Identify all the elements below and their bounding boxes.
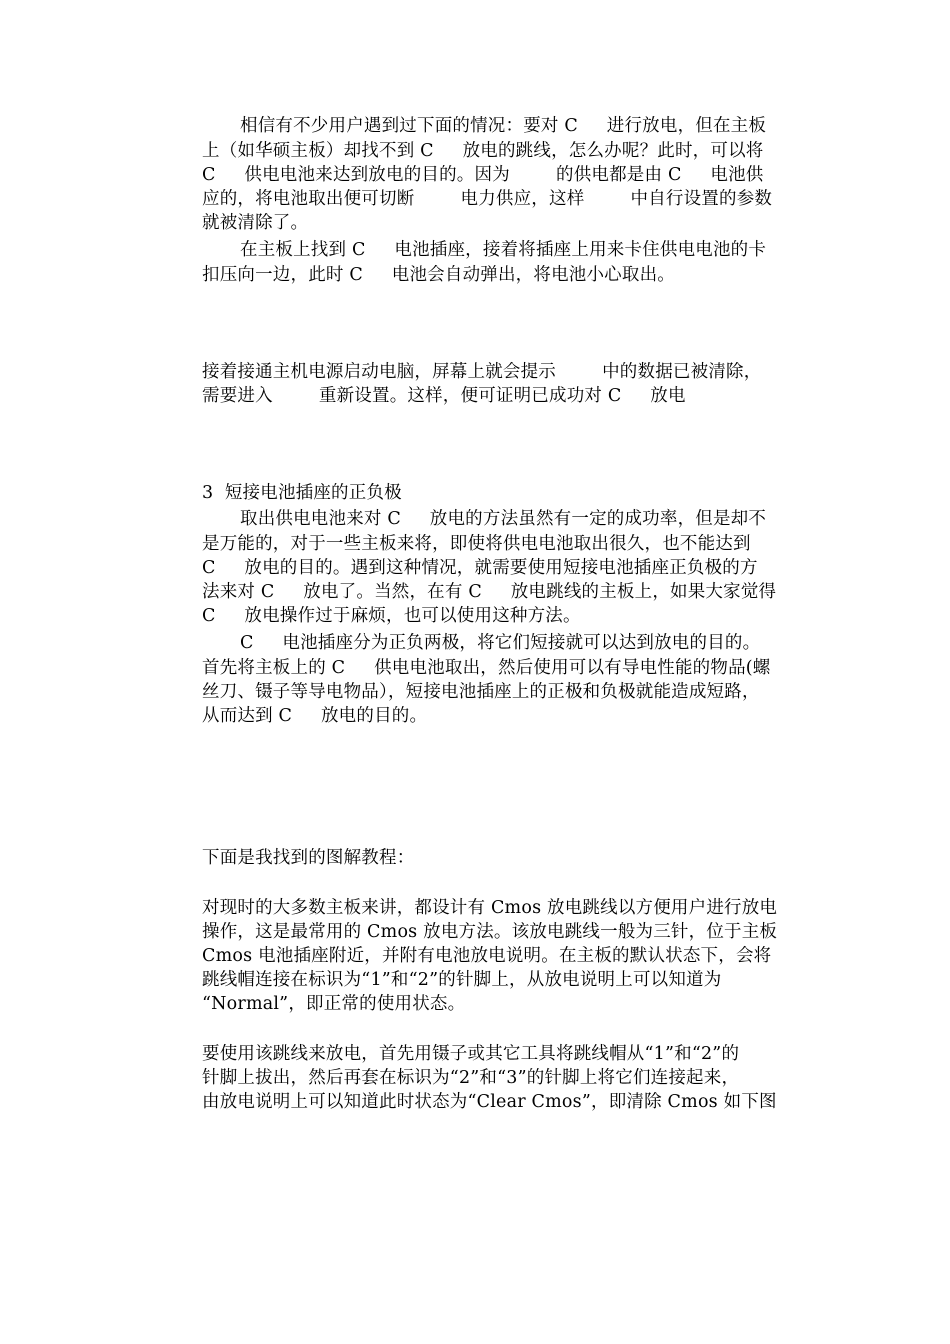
paragraph-7-line-3: 由放电说明上可以知道此时状态为“Clear Cmos”，即清除 Cmos 如下图 — [202, 1092, 777, 1112]
paragraph-6-line-5: “Normal”，即正常的使用状态。 — [202, 994, 466, 1014]
paragraph-4-line-4: 法来对 C 放电了。当然，在有 C 放电跳线的主板上，如果大家觉得 — [202, 582, 777, 602]
paragraph-1-line-3: C 供电电池来达到放电的目的。因为 的供电都是由 C 电池供 — [202, 165, 764, 185]
paragraph-2-line-1: 在主板上找到 C 电池插座，接着将插座上用来卡住供电电池的卡 — [240, 240, 767, 260]
paragraph-3-line-1: 接着接通主机电源启动电脑，屏幕上就会提示 中的数据已被清除， — [202, 362, 762, 382]
paragraph-7-line-1: 要使用该跳线来放电，首先用镊子或其它工具将跳线帽从“1”和“2”的 — [202, 1044, 740, 1064]
paragraph-4-line-5: C 放电操作过于麻烦，也可以使用这种方法。 — [202, 606, 581, 626]
paragraph-5-line-2: 首先将主板上的 C 供电电池取出，然后使用可以有导电性能的物品(螺 — [202, 658, 771, 678]
paragraph-1-line-4: 应的，将电池取出便可切断 电力供应，这样 中自行设置的参数 — [202, 189, 773, 209]
paragraph-6-line-3: Cmos 电池插座附近，并附有电池放电说明。在主板的默认状态下，会将 — [202, 946, 772, 966]
paragraph-4-line-2: 是万能的，对于一些主板来将，即使将供电电池取出很久，也不能达到 — [202, 534, 751, 554]
paragraph-5-line-4: 从而达到 C 放电的目的。 — [202, 706, 428, 726]
paragraph-4-line-3: C 放电的目的。遇到这种情况，就需要使用短接电池插座正负极的方 — [202, 558, 758, 578]
paragraph-6-line-4: 跳线帽连接在标识为“1”和“2”的针脚上，从放电说明上可以知道为 — [202, 970, 722, 990]
paragraph-3-line-2: 需要进入 重新设置。这样，便可证明已成功对 C 放电 — [202, 386, 686, 406]
paragraph-7-line-2: 针脚上拔出，然后再套在标识为“2”和“3”的针脚上将它们连接起来， — [202, 1068, 740, 1088]
paragraph-5-line-3: 丝刀、镊子等导电物品），短接电池插座上的正极和负极就能造成短路， — [202, 682, 760, 702]
paragraph-1-line-1: 相信有不少用户遇到过下面的情况：要对 C 进行放电，但在主板 — [240, 116, 767, 136]
paragraph-5-line-1: C 电池插座分为正负两极，将它们短接就可以达到放电的目的。 — [240, 633, 761, 653]
section-heading: 3 短接电池插座的正负极 — [202, 483, 402, 503]
paragraph-2-line-2: 扣压向一边，此时 C 电池会自动弹出，将电池小心取出。 — [202, 265, 675, 285]
paragraph-6-line-1: 对现时的大多数主板来讲，都设计有 Cmos 放电跳线以方便用户进行放电 — [202, 898, 778, 918]
paragraph-1-line-5: 就被清除了。 — [202, 213, 309, 233]
paragraph-4-line-1: 取出供电电池来对 C 放电的方法虽然有一定的成功率，但是却不 — [240, 509, 767, 529]
paragraph-1-line-2: 上（如华硕主板）却找不到 C 放电的跳线，怎么办呢？此时，可以将 — [202, 141, 764, 161]
tutorial-intro: 下面是我找到的图解教程： — [202, 848, 415, 868]
paragraph-6-line-2: 操作，这是最常用的 Cmos 放电方法。该放电跳线一般为三针，位于主板 — [202, 922, 778, 942]
